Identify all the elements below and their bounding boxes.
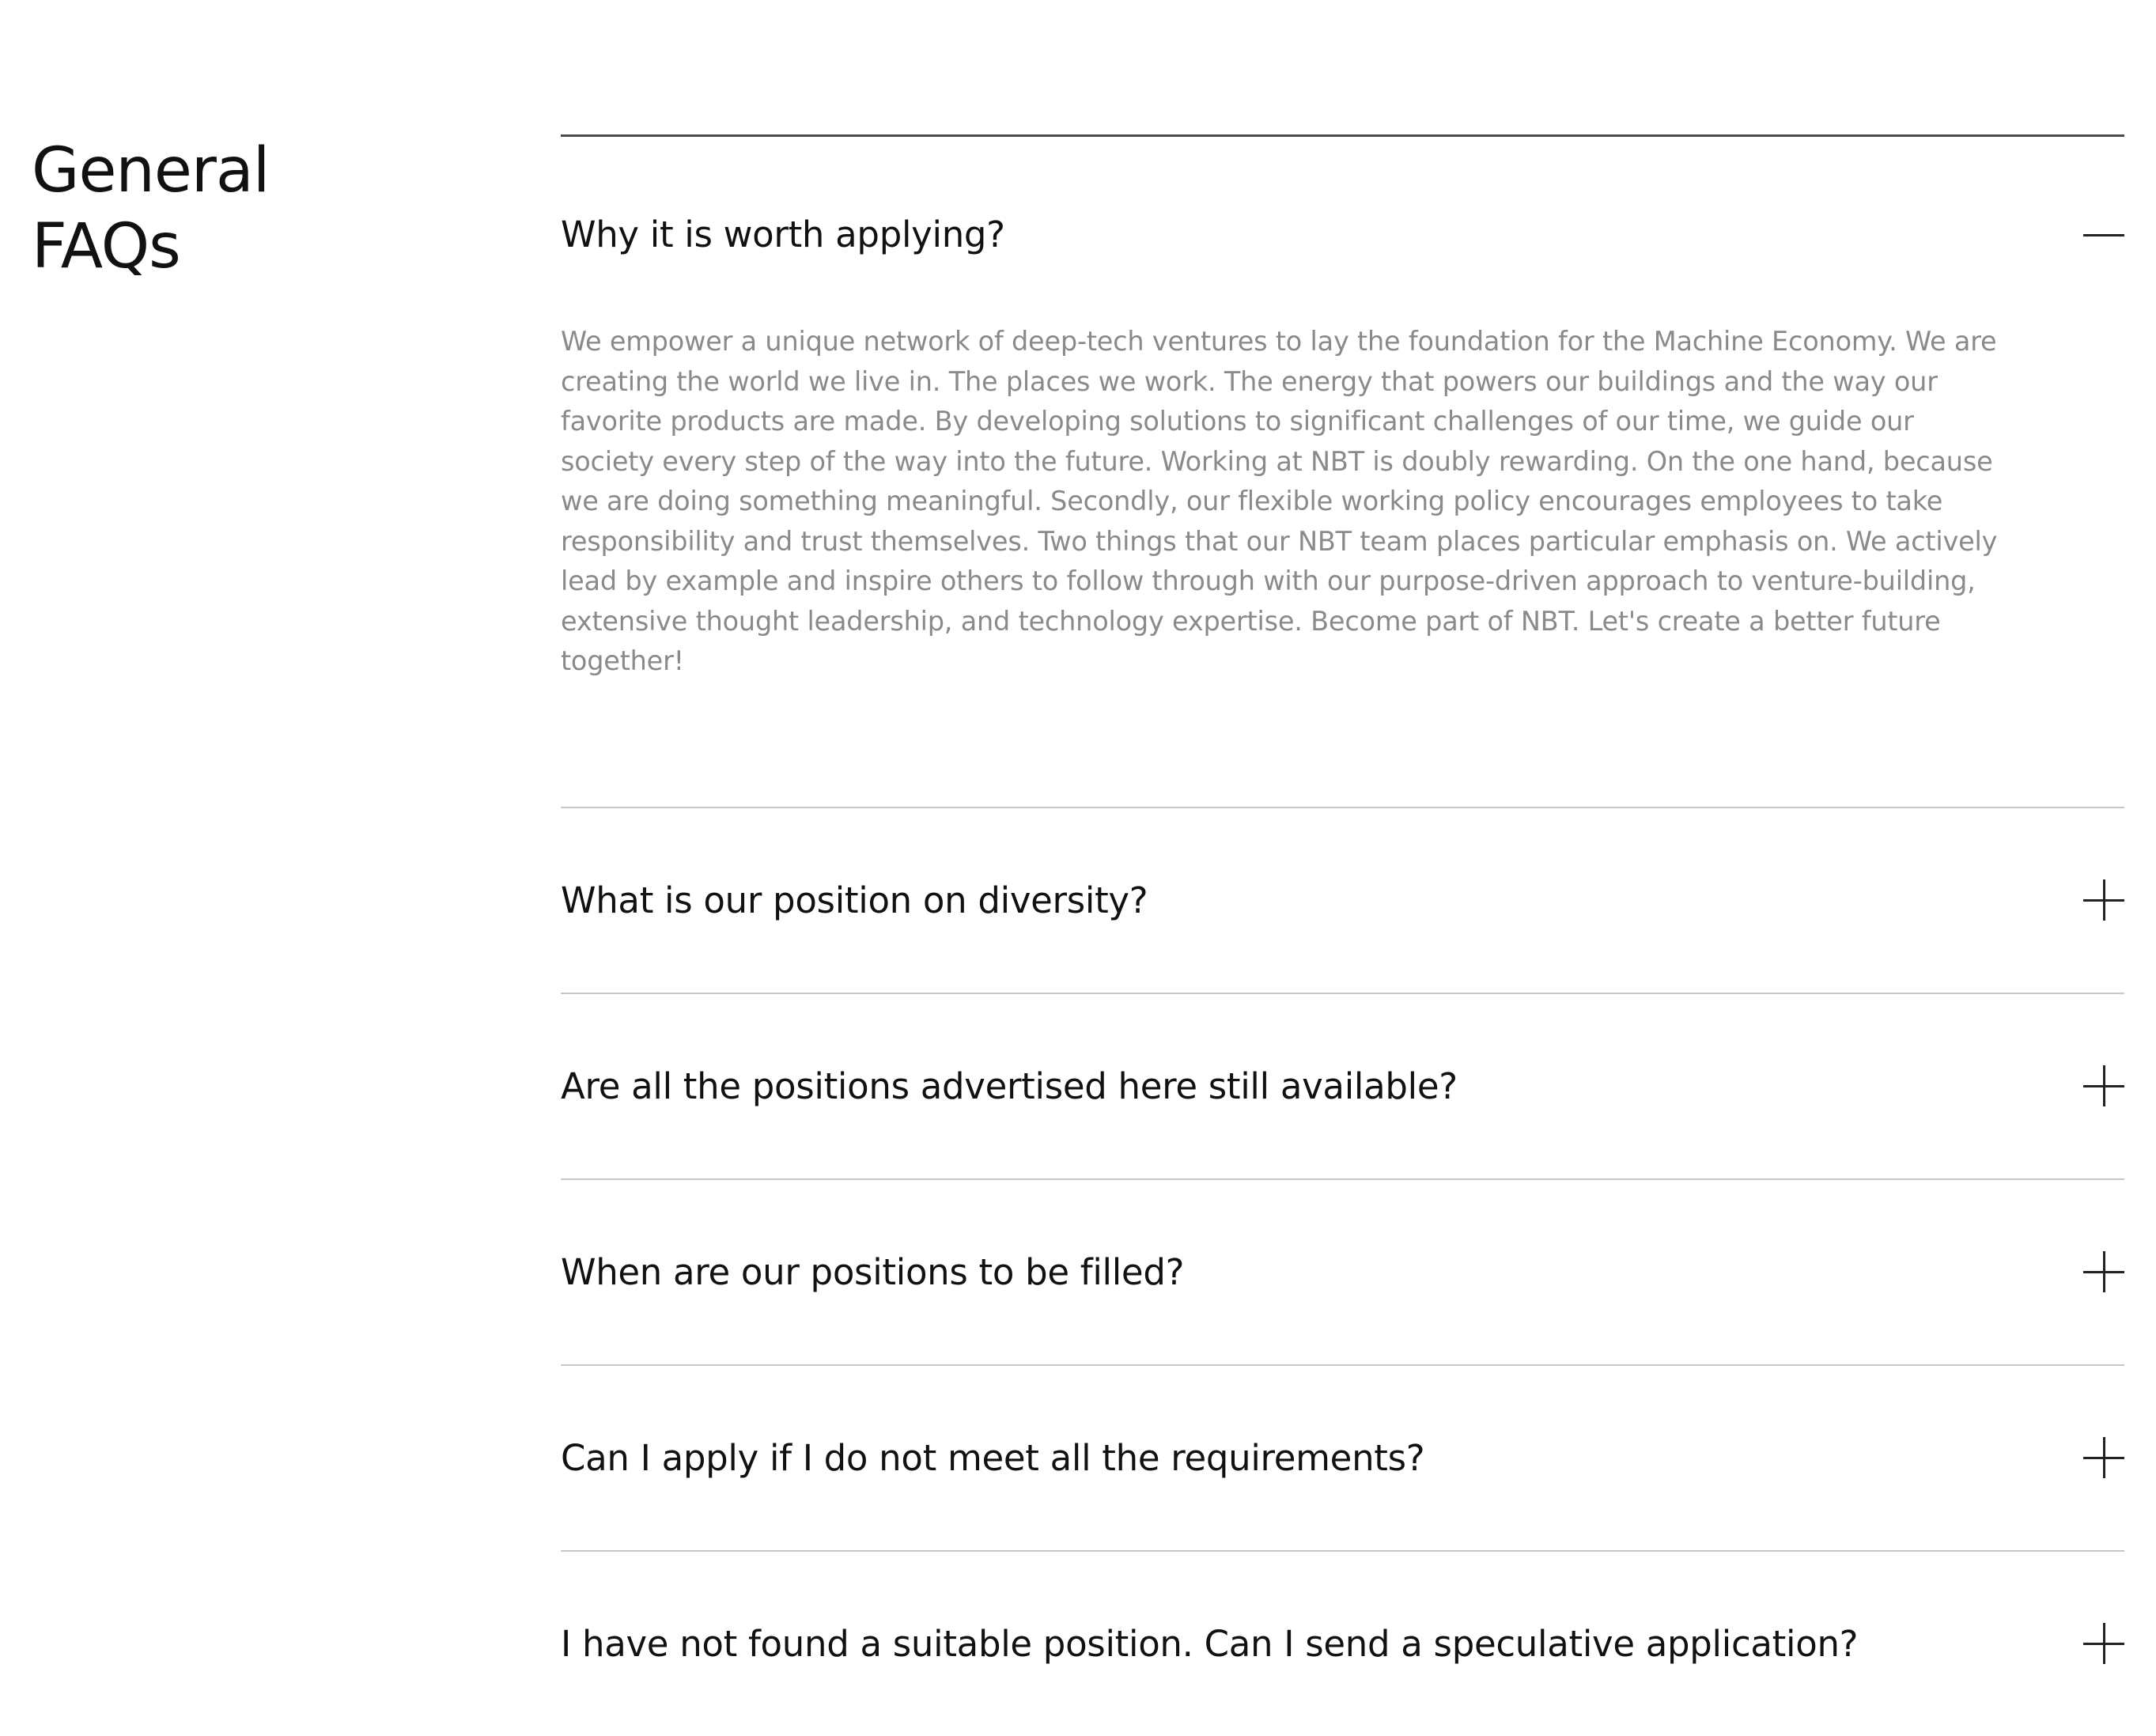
faq-question-text: What is our position on diversity? [561,879,1148,921]
faq-answer-text: We empower a unique network of deep-tech ventures to lay the foundation for the Machine Economy. We are creating the world we live in. The places we work. The energy that powers our buildings and the way our favorite products are made. By developing solutions to significant challenges of our time, we guide our society every step of the way into the future. Working at NBT is doubly rewarding. On the one hand, because we are doing something meaningful. Secondly, our flexible working policy encourages employees to take responsibility and trust themselves. Two things that our NBT team places particular emphasis on. We actively lead by example and inspire others to follow through with our purpose-driven approach to venture-building, extensive thought leadership, and technology expertise. Become part of NBT. Let's create a better future together! [561,326,1998,676]
plus-icon[interactable] [2083,1251,2124,1292]
section-title-line-1: General [32,135,270,206]
faq-question-toggle[interactable] [561,1366,2124,1550]
faq-item-positions-filled [561,1180,2124,1366]
faq-list [561,134,2124,1736]
faq-question-text: I have not found a suitable position. Can I send a speculative application? [561,1622,1859,1665]
plus-icon[interactable] [2083,879,2124,921]
faq-question-toggle[interactable] [561,137,2124,319]
faq-question-toggle[interactable] [561,808,2124,993]
faq-question-toggle[interactable] [561,1180,2124,1364]
faq-question-text: Are all the positions advertised here still available? [561,1065,1458,1107]
faq-item-speculative-application [561,1552,2124,1736]
faq-item-positions-available [561,994,2124,1180]
plus-icon[interactable] [2083,1623,2124,1664]
minus-icon[interactable] [2083,214,2124,255]
faq-question-text: Can I apply if I do not meet all the requirements? [561,1436,1425,1479]
section-title-line-2: FAQs [32,211,180,282]
faq-question-text: Why it is worth applying? [561,214,1005,255]
faq-item-diversity [561,808,2124,994]
faq-question-text: When are our positions to be filled? [561,1250,1185,1293]
faq-question-toggle[interactable] [561,1552,2124,1736]
faq-question-toggle[interactable] [561,994,2124,1178]
plus-icon[interactable] [2083,1065,2124,1106]
plus-icon[interactable] [2083,1437,2124,1478]
section-title [32,133,269,285]
faq-item-requirements [561,1366,2124,1552]
faq-item-why-apply [561,137,2124,808]
